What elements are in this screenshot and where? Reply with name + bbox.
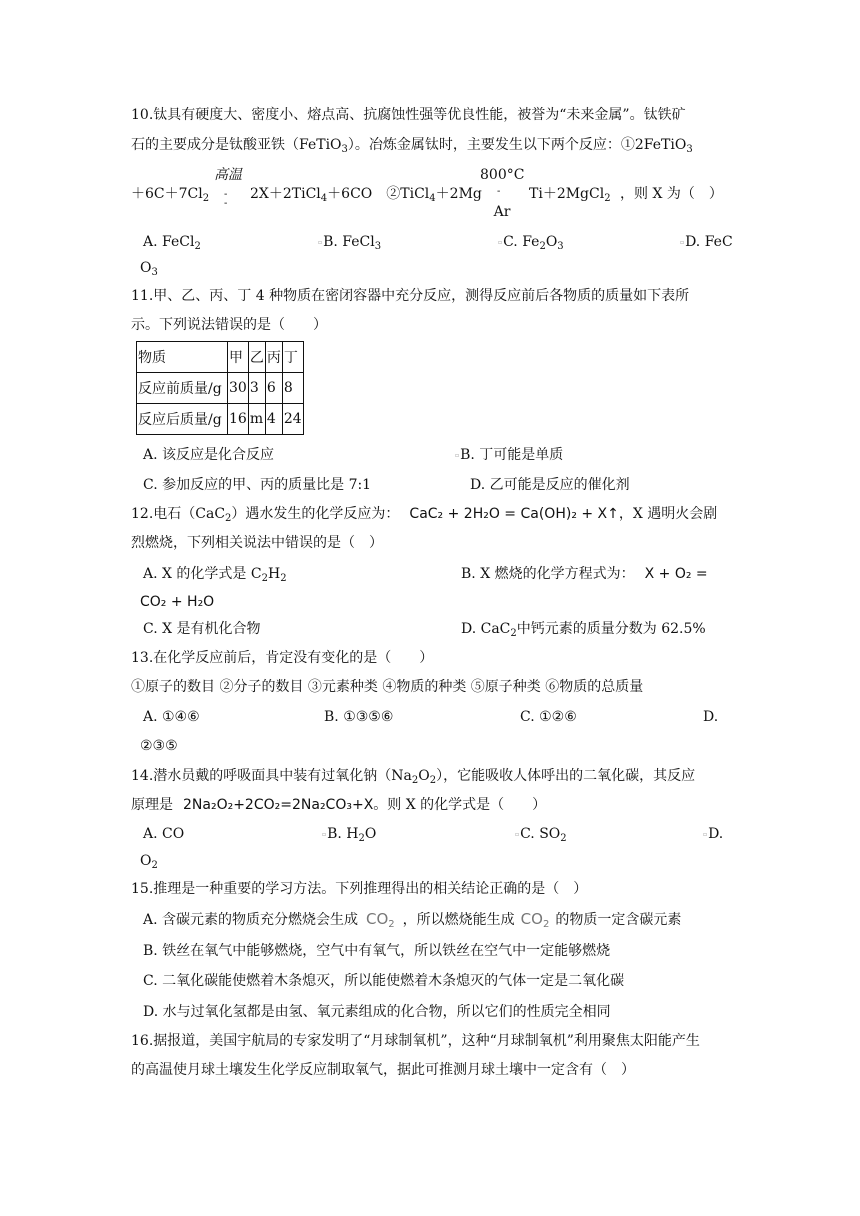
option-text: B. FeCl — [323, 234, 375, 250]
subscript: 2 — [510, 628, 517, 639]
q13-option-b[interactable]: B. ①③⑤⑥ — [324, 709, 394, 725]
mass-table — [136, 341, 304, 435]
option-marker-icon: ▫ — [455, 452, 460, 459]
q11-line1: 11.甲、乙、丙、丁 4 种物质在密闭容器中充分反应，测得反应前后各物质的质量如下表所 — [131, 288, 690, 304]
formula-text: CO — [366, 910, 389, 928]
option-text: A. X 的化学式是 C — [143, 566, 262, 582]
option-marker-icon: ▫ — [680, 239, 685, 246]
option-marker-icon: ▫ — [322, 831, 327, 838]
subscript: 3 — [374, 241, 382, 252]
eq-text: ＋6C＋7Cl — [131, 186, 203, 202]
equals-mark: - — [224, 198, 228, 209]
reaction-condition-temperature: 800°C — [480, 167, 525, 183]
q10-option-b[interactable] — [318, 233, 381, 252]
co2-formula — [521, 910, 550, 928]
equals-mark: - — [224, 189, 228, 200]
reaction-condition-atmosphere: Ar — [493, 204, 511, 220]
q10-line2-text-b: ）。冶炼金属钛时，主要发生以下两个反应：①2FeTiO — [347, 137, 687, 153]
q10-option-d[interactable] — [680, 233, 733, 252]
table-cell: 3 — [248, 373, 265, 404]
text: 14.潜水员戴的呼吸面具中装有过氧化钠（Na — [131, 768, 412, 784]
q13-option-d-wrap: ②③⑤ — [140, 738, 178, 754]
subscript: 4 — [320, 193, 328, 204]
option-marker-icon: ▫ — [498, 239, 503, 246]
text: ）遇水发生的化学反应为： — [231, 506, 400, 522]
q13-line1: 13.在化学反应前后，肯定没有变化的是（ ） — [131, 650, 434, 666]
q11-option-c[interactable]: C. 参加反应的甲、丙的质量比是 7:1 — [143, 477, 372, 493]
q10-line2 — [131, 136, 693, 154]
q15-option-c[interactable]: C. 二氧化碳能使燃着木条熄灭，所以能使燃着木条熄灭的气体一定是二氧化碳 — [143, 973, 625, 989]
q12-line1 — [131, 505, 717, 523]
subscript: 2 — [411, 775, 419, 786]
table-cell: 8 — [282, 373, 303, 404]
text: 。则 X 的化学式是（ ） — [373, 797, 547, 813]
option-text: C. Fe — [503, 234, 540, 250]
equals-mark: - — [497, 186, 501, 197]
option-text: 中钙元素的质量分数为 62.5% — [516, 621, 706, 637]
subscript: 2 — [604, 193, 611, 204]
option-text: D. FeC — [685, 234, 733, 250]
table-cell: 6 — [265, 373, 282, 404]
q10-option-d-wrap — [140, 259, 158, 277]
table-header-cell: 丁 — [282, 342, 303, 373]
text: O — [418, 768, 430, 784]
co2-formula — [366, 910, 395, 928]
option-text: C. SO — [520, 826, 561, 842]
subscript: 4 — [429, 193, 436, 204]
text: 12.电石（CaC — [131, 506, 226, 522]
option-text: H — [267, 566, 281, 582]
table-header-row — [137, 342, 304, 373]
subscript: 2 — [194, 241, 201, 252]
formula-text: CO — [520, 910, 543, 928]
table-cell: 16 — [228, 404, 249, 435]
option-text: D. CaC — [461, 621, 511, 637]
q10-eq-part1 — [131, 185, 209, 203]
table-header-cell: 乙 — [248, 342, 265, 373]
subscript: 3 — [151, 267, 158, 278]
q15-option-b[interactable]: B. 铁丝在氧气中能够燃烧，空气中有氧气，所以铁丝在空气中一定能够燃烧 — [143, 943, 611, 959]
equation: CaC₂ + 2H₂O = Ca(OH)₂ + X↑ — [409, 506, 619, 522]
q14-option-c[interactable] — [515, 825, 567, 844]
q14-option-a[interactable]: A. CO — [143, 826, 185, 842]
option-text: O — [364, 826, 377, 842]
q12-option-c[interactable]: C. X 是有机化合物 — [143, 621, 261, 637]
subscript: 2 — [358, 833, 365, 844]
q11-line2: 示。下列说法错误的是（ ） — [131, 317, 327, 333]
equation: X + O₂ = — [644, 566, 708, 582]
subscript: 2 — [560, 833, 567, 844]
option-text: O — [140, 260, 152, 276]
table-cell: 反应后质量/g — [137, 404, 228, 435]
q15-option-a[interactable] — [143, 910, 681, 929]
eq-text: 2X＋2TiCl — [250, 186, 321, 202]
table-cell: 反应前质量/g — [137, 373, 228, 404]
option-marker-icon: ▫ — [318, 239, 323, 246]
reaction-condition-high-temp: 高温 — [214, 167, 242, 183]
q12-line2: 烈燃烧，下列相关说法中错误的是（ ） — [131, 535, 383, 551]
q12-option-b-wrap: CO₂ + H₂O — [140, 594, 215, 610]
option-text: A. 含碳元素的物质充分燃烧会生成 — [143, 912, 359, 928]
eq-text: ＋6CO ②TiCl — [327, 186, 430, 202]
q13-option-d[interactable]: D. — [703, 709, 719, 725]
q13-option-c[interactable]: C. ①②⑥ — [520, 709, 577, 725]
q10-eq-part3 — [529, 185, 611, 203]
q11-option-a[interactable]: A. 该反应是化合反应 — [143, 447, 275, 463]
q13-option-a[interactable]: A. ①④⑥ — [143, 709, 200, 725]
q14-line2 — [131, 796, 546, 814]
option-text: D. — [708, 826, 724, 842]
option-text: O — [545, 234, 558, 250]
subscript: 2 — [542, 919, 550, 930]
q10-option-a[interactable] — [143, 233, 201, 251]
option-marker-icon: ▫ — [703, 831, 708, 838]
q16-line1: 16.据报道，美国宇航局的专家发明了“月球制氧机”，这种“月球制氧机”利用聚焦太阳能产生 — [131, 1033, 700, 1049]
text: 原理是 — [131, 797, 173, 813]
subscript: 2 — [261, 573, 268, 584]
option-text: B. H — [327, 826, 359, 842]
q13-line2: ①原子的数目 ②分子的数目 ③元素种类 ④物质的种类 ⑤原子种类 ⑥物质的总质量 — [131, 679, 644, 695]
subscript: 2 — [429, 775, 437, 786]
subscript: 2 — [539, 241, 546, 252]
eq-text: Ti＋2MgCl — [529, 186, 605, 202]
q15-line1: 15.推理是一种重要的学习方法。下列推理得出的相关结论正确的是（ ） — [131, 881, 588, 897]
subscript: 2 — [151, 860, 158, 871]
subscript: 3 — [686, 144, 693, 155]
option-text: A. FeCl — [143, 234, 195, 250]
subscript: 2 — [280, 573, 287, 584]
q10-line1: 10.钛具有硬度大、密度小、熔点高、抗腐蚀性强等优良性能，被誉为“未来金属”。钛铁矿 — [131, 107, 686, 123]
table-row — [137, 373, 304, 404]
option-text: O — [140, 853, 152, 869]
table-header-cell: 甲 — [228, 342, 249, 373]
table-cell: 30 — [228, 373, 249, 404]
equation: 2Na₂O₂+2CO₂=2Na₂CO₃+X — [183, 797, 374, 813]
subscript: 2 — [202, 193, 210, 204]
text: ，X 遇明火会剧 — [618, 506, 718, 522]
subscript: 2 — [225, 513, 232, 524]
option-marker-icon: ▫ — [515, 831, 520, 838]
q12-option-a[interactable] — [143, 565, 287, 583]
q15-option-d[interactable]: D. 水与过氧化氢都是由氢、氧元素组成的化合物，所以它们的性质完全相同 — [143, 1004, 611, 1020]
q12-option-b[interactable] — [461, 565, 708, 583]
option-text: 的物质一定含碳元素 — [555, 912, 682, 928]
table-cell: m — [248, 404, 265, 435]
text: ），它能吸收人体呼出的二氧化碳，其反应 — [436, 768, 696, 784]
q14-option-d-wrap — [140, 852, 158, 870]
q12-option-d[interactable] — [461, 620, 706, 638]
q14-option-d[interactable] — [703, 825, 723, 844]
q14-option-b[interactable] — [322, 825, 376, 844]
subscript: 3 — [557, 241, 564, 252]
table-header-cell: 物质 — [137, 342, 228, 373]
q11-option-b[interactable] — [455, 446, 563, 465]
q14-line1 — [131, 767, 695, 785]
q16-line2: 的高温使月球土壤发生化学反应制取氧气，据此可推测月球土壤中一定含有（ ） — [131, 1062, 635, 1078]
q10-eq-part2 — [250, 185, 482, 203]
subscript: 3 — [341, 144, 348, 155]
option-text: ，所以燃烧能生成 — [402, 912, 515, 928]
table-header-cell: 丙 — [265, 342, 282, 373]
q10-option-c[interactable] — [498, 233, 564, 252]
table-cell: 24 — [282, 404, 303, 435]
eq-text: ＋2Mg — [435, 186, 482, 202]
table-cell: 4 — [265, 404, 282, 435]
q10-line2-text: 石的主要成分是钛酸亚铁（FeTiO — [131, 137, 342, 153]
table-row — [137, 404, 304, 435]
subscript: 2 — [388, 919, 395, 930]
q11-option-d[interactable]: D. 乙可能是反应的催化剂 — [470, 477, 630, 493]
option-text: B. 丁可能是单质 — [460, 447, 564, 463]
q10-eq-question: ，则 X 为（ ） — [620, 186, 723, 202]
option-text: B. X 燃烧的化学方程式为： — [461, 566, 635, 582]
